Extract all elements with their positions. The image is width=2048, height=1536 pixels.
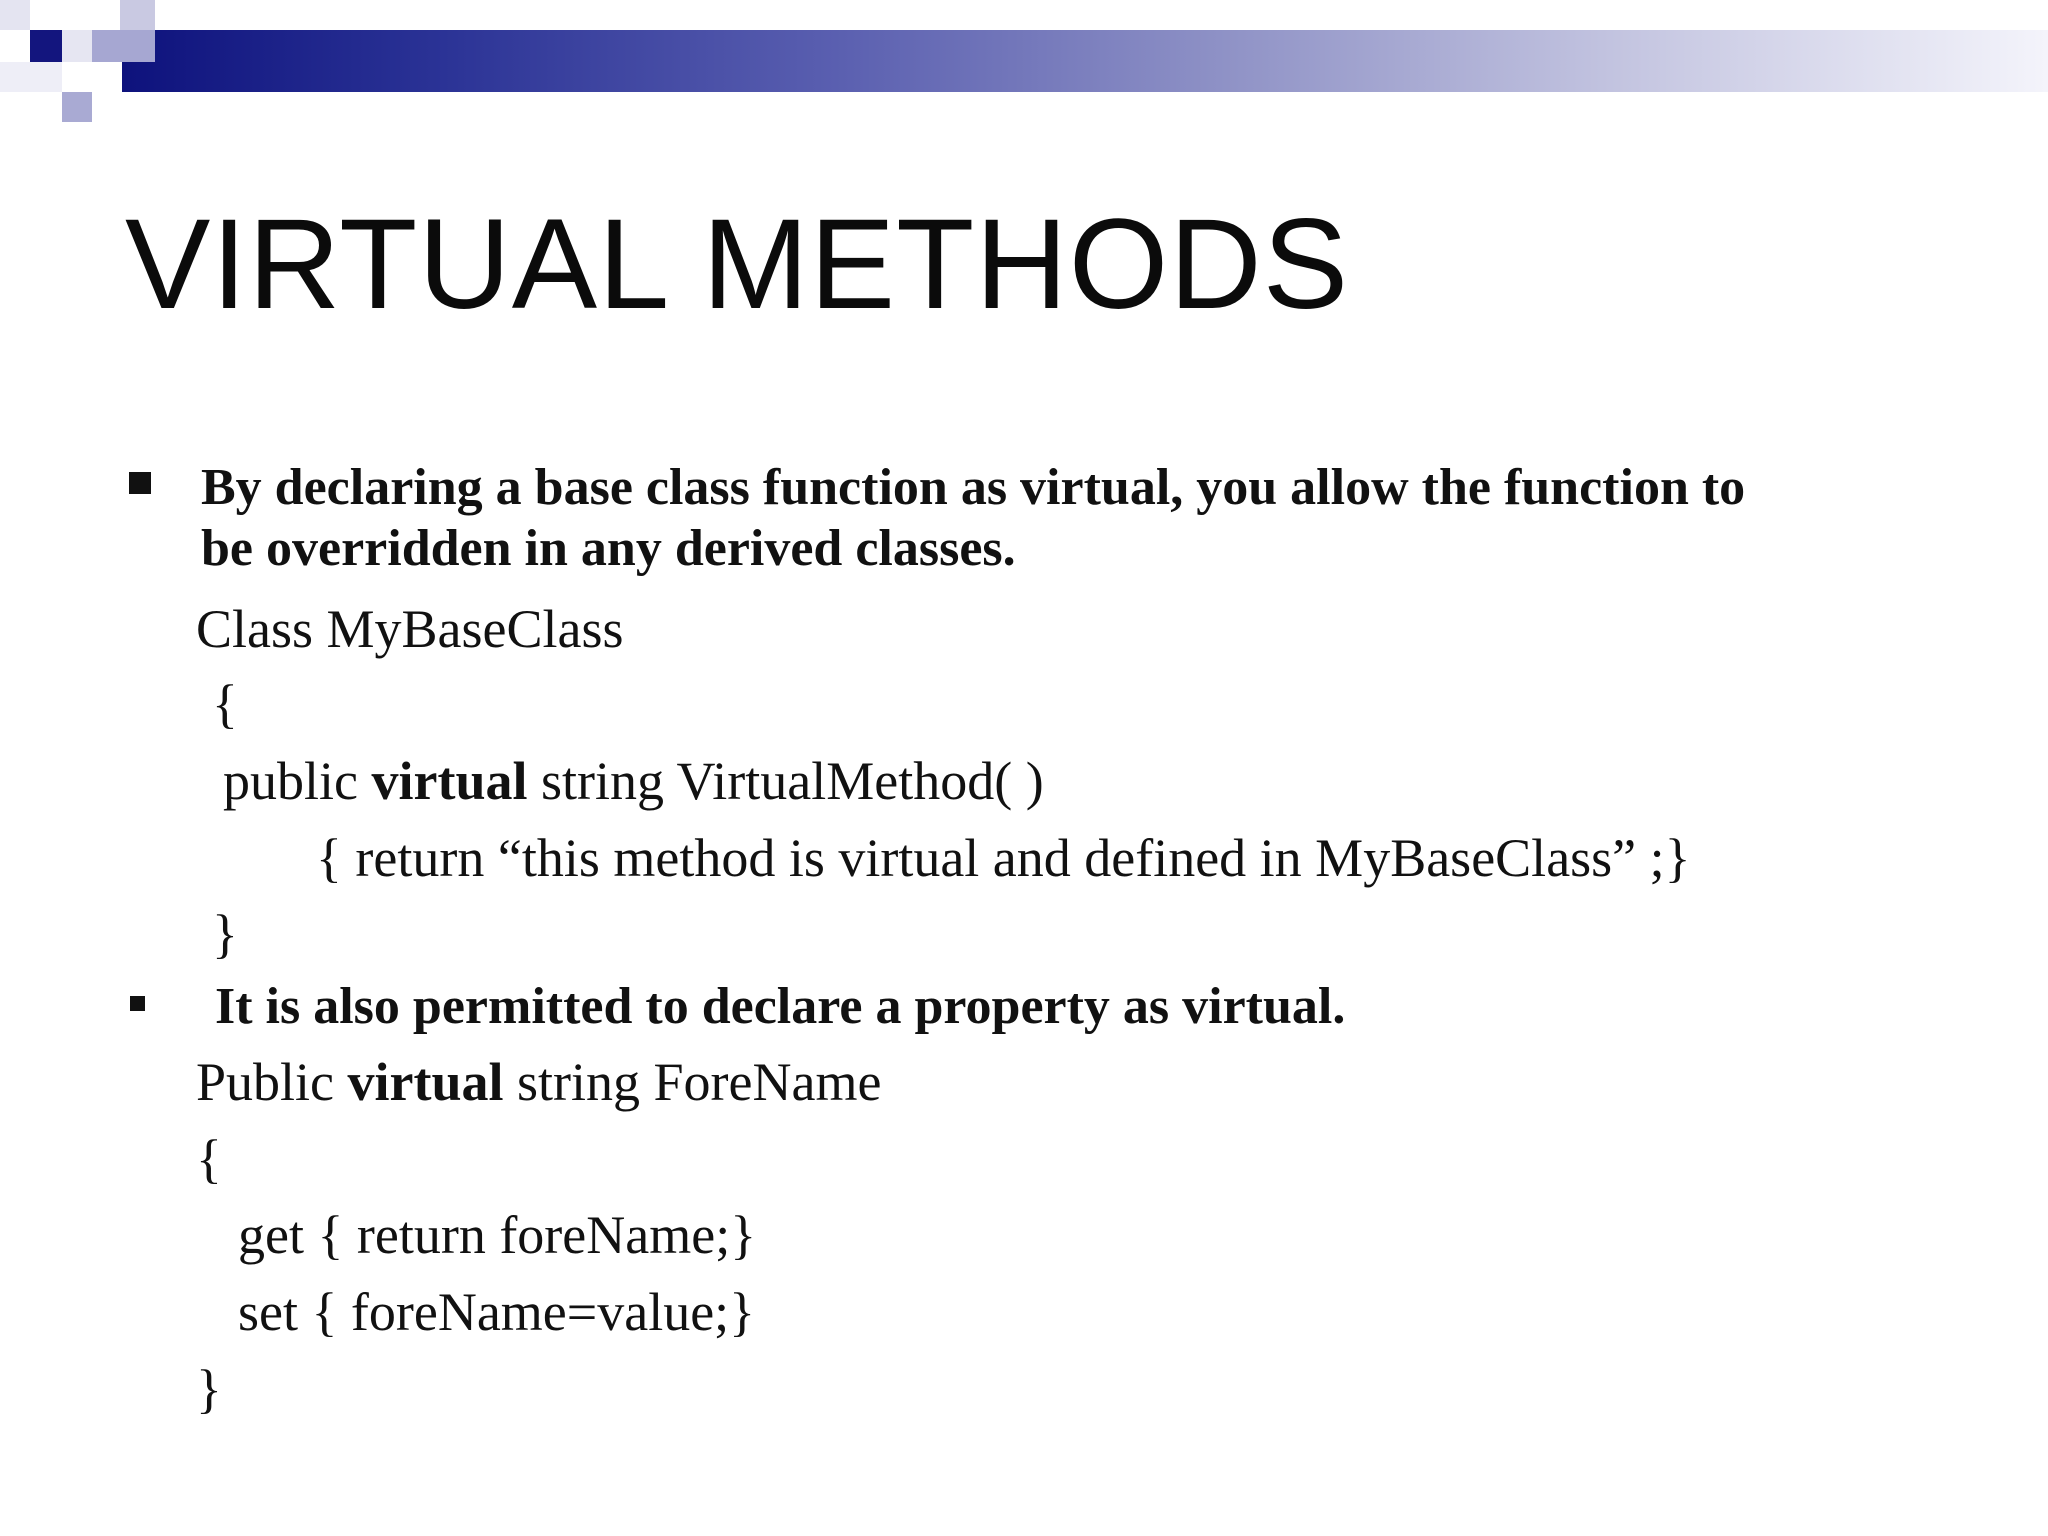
header-square bbox=[62, 30, 94, 62]
header-square bbox=[30, 0, 62, 30]
bullet-text-line: be overridden in any derived classes. bbox=[201, 520, 1016, 577]
bullet-text-line: By declaring a base class function as virtual, you allow the function to bbox=[201, 459, 1746, 516]
code-line: set { foreName=value;} bbox=[238, 1282, 756, 1342]
code-text: string ForeName bbox=[503, 1052, 882, 1112]
header-square bbox=[30, 30, 62, 62]
code-line bbox=[196, 1050, 881, 1114]
code-keyword: virtual bbox=[371, 751, 528, 811]
code-line: } bbox=[196, 1359, 222, 1419]
slide-title: VIRTUAL METHODS bbox=[125, 193, 1350, 336]
bullet-text-line: It is also permitted to declare a property as virtual. bbox=[215, 978, 1346, 1035]
code-line: { bbox=[196, 1129, 222, 1189]
header-square bbox=[0, 0, 30, 30]
code-text: public bbox=[223, 751, 372, 811]
code-line: } bbox=[212, 904, 238, 964]
code-line: { bbox=[212, 674, 238, 734]
code-line: { return “this method is virtual and defined in MyBaseClass” ;} bbox=[316, 828, 1691, 888]
code-line: Class MyBaseClass bbox=[196, 599, 624, 659]
header-square bbox=[0, 30, 30, 62]
header-gradient-bar bbox=[92, 30, 2048, 92]
header-square bbox=[120, 0, 155, 32]
header-square bbox=[62, 92, 92, 122]
code-text: Public bbox=[196, 1052, 348, 1112]
header-square bbox=[92, 62, 122, 92]
code-line: get { return foreName;} bbox=[238, 1205, 757, 1265]
code-keyword: virtual bbox=[347, 1052, 504, 1112]
code-line bbox=[223, 749, 1044, 813]
code-text: string VirtualMethod( ) bbox=[527, 751, 1044, 811]
bullet-square-icon bbox=[129, 472, 151, 494]
bullet-square-icon bbox=[130, 996, 145, 1011]
header-square bbox=[0, 62, 62, 92]
header-square bbox=[92, 30, 155, 62]
